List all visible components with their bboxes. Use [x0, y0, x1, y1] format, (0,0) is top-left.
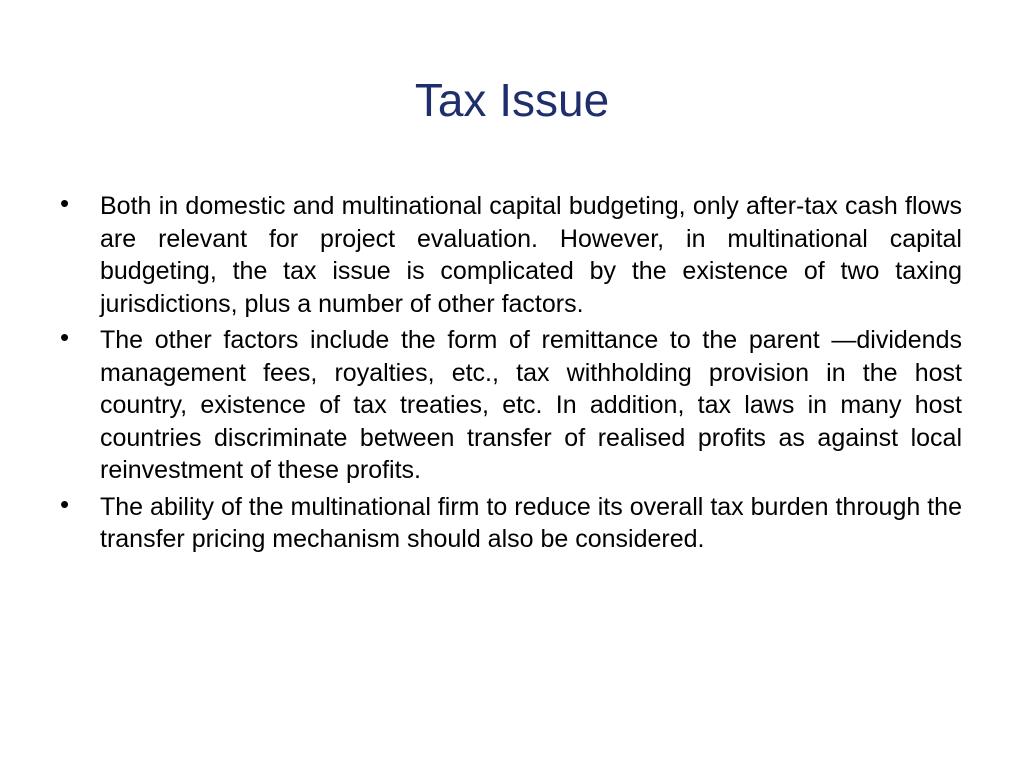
bullet-icon: • [60, 188, 70, 218]
bullet-text: Both in domestic and multinational capital budgeting, only after-tax cash flows are relevant for project evaluation. However, in multinational capital budgeting, the tax issue is complicated by the existence of two taxing jurisdictions, plus a number of other factors. [100, 192, 962, 318]
bullet-icon: • [60, 322, 70, 352]
bullet-icon: • [60, 488, 70, 519]
slide-title: Tax Issue [414, 74, 610, 126]
bullet-item [58, 324, 962, 487]
bullet-list [58, 190, 962, 560]
bullet-item [58, 190, 962, 320]
bullet-text: The ability of the multinational firm to reduce its overall tax burden through the transfer pricing mechanism should also be considered. [100, 492, 962, 553]
bullet-item [58, 488, 962, 556]
bullet-text: The other factors include the form of remittance to the parent —dividends management fees, royalties, etc., tax withholding provision in the host country, existence of tax treaties, etc. In addition, tax laws in many host countries discriminate between transfer of realised profits as against local reinvestment of these profits. [100, 326, 962, 484]
